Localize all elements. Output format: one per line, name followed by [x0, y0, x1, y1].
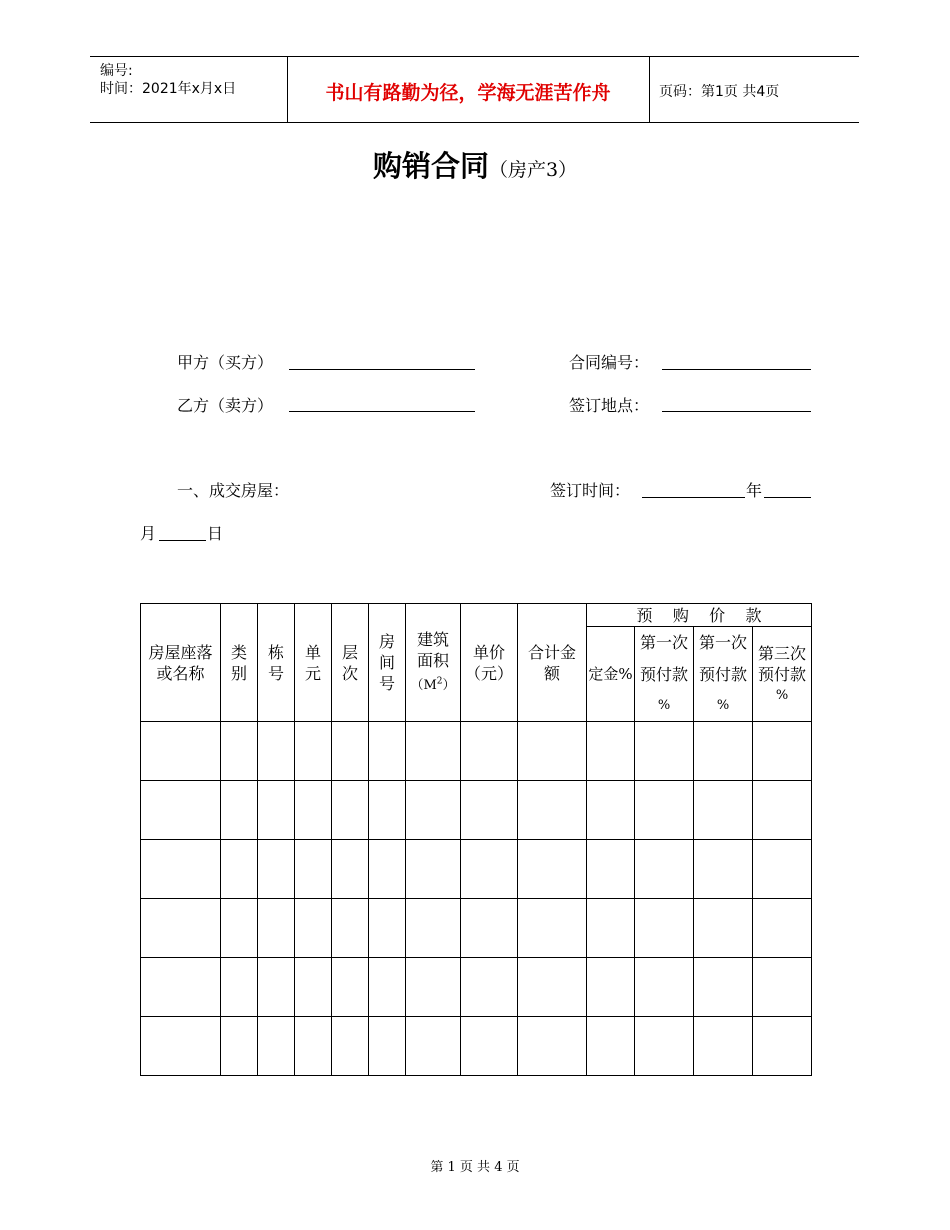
year-label: 年	[746, 481, 763, 500]
motto: 书山有路勤为径，学海无涯苦作舟	[325, 82, 611, 104]
header-divider-right	[649, 56, 650, 122]
sign-day-field[interactable]	[159, 540, 206, 541]
party-a-label: 甲方（买方）	[177, 353, 274, 372]
sign-place-label: 签订地点：	[569, 396, 650, 415]
time-label: 时间：2021年x月x日	[100, 81, 237, 97]
table-row	[141, 958, 812, 1017]
property-table	[140, 603, 812, 1076]
header-top-rule	[90, 56, 859, 57]
col-building-header: 栋号	[258, 604, 295, 722]
col-area-header: 建筑面积 $(M^2)$	[406, 604, 461, 722]
col-third-prepay-header: 第三次 预付款 %	[753, 627, 812, 722]
table-row	[141, 781, 812, 840]
col-location-header: 房屋座落或名称	[141, 604, 221, 722]
col-second-prepay-header: 第一次 预付款 %	[694, 627, 753, 722]
col-price-header: 单价 （元）	[461, 604, 518, 722]
party-a-field[interactable]	[289, 369, 475, 370]
table-row	[141, 1017, 812, 1076]
party-b-label: 乙方（卖方）	[177, 396, 274, 415]
col-room-header: 房间号	[369, 604, 406, 722]
col-first-prepay-header: 第一次 预付款 %	[635, 627, 694, 722]
col-total-header: 合计金额	[518, 604, 587, 722]
party-b-field[interactable]	[289, 411, 475, 412]
col-deposit-header: 定金%	[587, 627, 635, 722]
serial-label: 编号:	[100, 63, 133, 79]
sign-year-field[interactable]	[642, 497, 745, 498]
sign-month-field[interactable]	[764, 497, 811, 498]
title-main: 购销合同	[372, 149, 489, 183]
col-floor-header: 层次	[332, 604, 369, 722]
contract-no-field[interactable]	[662, 369, 811, 370]
contract-no-label: 合同编号：	[569, 353, 650, 372]
table-row	[141, 899, 812, 958]
table-row	[141, 722, 812, 781]
area-unit: $(M^2)$	[410, 676, 456, 693]
section-1-heading: 一、成交房屋：	[177, 481, 290, 500]
header-bottom-rule	[90, 122, 859, 123]
col-type-header: 类别	[221, 604, 258, 722]
sign-time-label: 签订时间：	[550, 481, 631, 500]
col-unit-header: 单元	[295, 604, 332, 722]
title-sub: （房产3）	[488, 159, 578, 181]
page-footer: 第 1 页 共 4 页	[430, 1160, 520, 1175]
day-label: 日	[207, 524, 224, 543]
page-label: 页码：第1页 共4页	[659, 84, 780, 100]
sign-place-field[interactable]	[662, 411, 811, 412]
document-title	[0, 144, 950, 185]
prepay-group-header: 预 购 价 款	[587, 604, 812, 627]
month-label: 月	[140, 524, 157, 543]
table-row	[141, 840, 812, 899]
